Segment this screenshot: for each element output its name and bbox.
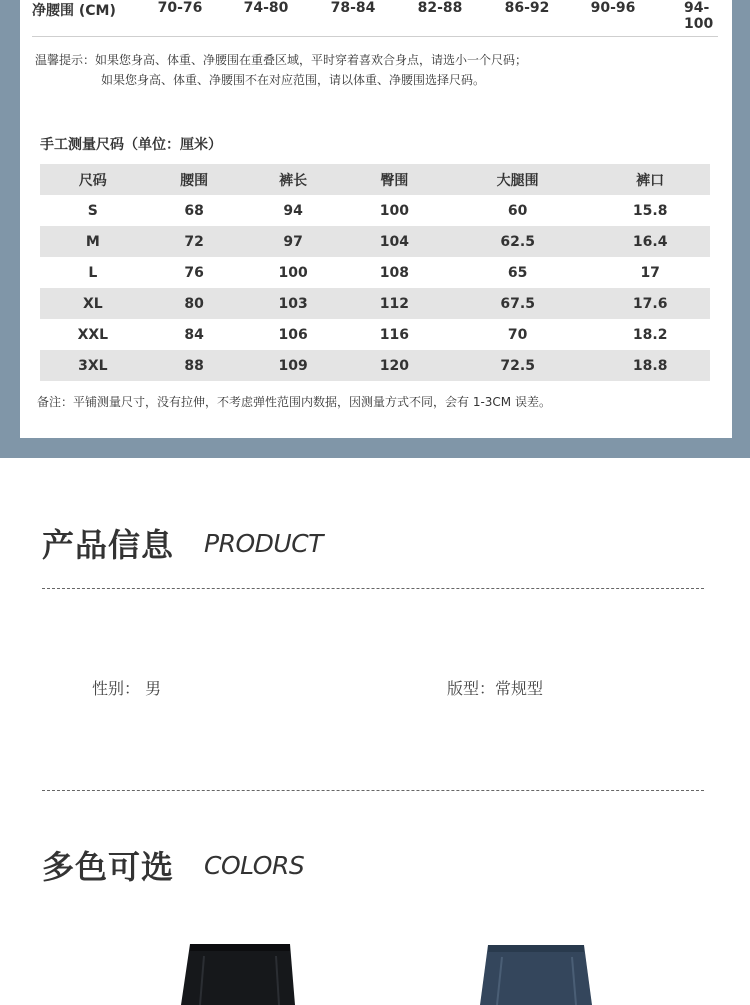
table-cell: 116 [379, 326, 409, 343]
colors-heading [42, 842, 304, 888]
measurement-note: 备注：平铺测量尺寸，没有拉伸，不考虑弹性范围内数据，因测量方式不同，会有 1-3CM 误差。 [37, 395, 551, 409]
gender-attribute: 性别： 男 [92, 679, 162, 698]
divider [32, 36, 718, 37]
sizing-tips [35, 50, 527, 90]
column-header: 臀围 [344, 164, 445, 195]
table-cell: 17.6 [590, 288, 710, 319]
table-cell: 94 [283, 202, 303, 219]
product-info-title: 产品信息 [42, 526, 175, 564]
net-waist-row [32, 0, 732, 32]
table-cell: 88 [146, 350, 243, 381]
table-cell: M [40, 226, 146, 257]
net-waist-value: 70-76 [157, 0, 203, 16]
colors-title: 多色可选 [42, 848, 175, 886]
table-cell: 106 [278, 326, 308, 343]
size-chart-card [20, 0, 732, 438]
black-pants-image [178, 942, 298, 1005]
table-cell: S [87, 202, 98, 219]
colors-subtitle: COLORS [204, 850, 305, 880]
table-cell: 80 [146, 288, 243, 319]
table-cell: 18.2 [632, 326, 668, 343]
net-waist-value: 82-88 [417, 0, 463, 16]
column-header: 尺码 [40, 164, 146, 195]
product-info-heading [42, 520, 323, 566]
table-cell: 120 [344, 350, 445, 381]
table-cell: 100 [278, 264, 308, 281]
table-cell: 18.8 [590, 350, 710, 381]
net-waist-value: 94-100 [684, 0, 714, 32]
size-table [40, 164, 710, 381]
table-cell: 70 [507, 326, 528, 343]
table-cell: 62.5 [445, 226, 590, 257]
table-cell: 17 [640, 264, 660, 281]
table-cell: 72 [146, 226, 243, 257]
table-cell: 60 [507, 202, 528, 219]
table-cell: 97 [243, 226, 344, 257]
table-row [40, 350, 710, 381]
net-waist-value: 78-84 [330, 0, 376, 16]
table-row [40, 226, 710, 257]
net-waist-value: 86-92 [504, 0, 550, 16]
table-cell: 109 [243, 350, 344, 381]
table-cell: 72.5 [445, 350, 590, 381]
table-cell: XXL [77, 326, 109, 343]
table-cell: L [88, 264, 98, 281]
table-cell: 76 [184, 264, 204, 281]
table-cell: 65 [507, 264, 528, 281]
column-header: 裤口 [590, 164, 710, 195]
table-row [40, 195, 710, 226]
column-header: 大腿围 [445, 164, 590, 195]
table-cell: 15.8 [632, 202, 668, 219]
table-row [40, 319, 710, 350]
net-waist-label: 净腰围 (CM) [32, 3, 116, 19]
fit-attribute: 版型：常规型 [447, 679, 544, 698]
table-row [40, 257, 710, 288]
product-info-subtitle: PRODUCT [204, 528, 323, 558]
table-cell: 108 [379, 264, 409, 281]
net-waist-value: 74-80 [243, 0, 289, 16]
column-header: 裤长 [243, 164, 344, 195]
table-cell: 67.5 [445, 288, 590, 319]
net-waist-value: 90-96 [590, 0, 636, 16]
table-cell: 112 [344, 288, 445, 319]
column-header: 腰围 [146, 164, 243, 195]
table-cell: 16.4 [590, 226, 710, 257]
table-header-row [40, 164, 710, 195]
dotted-divider [42, 790, 704, 791]
tip-line: 如果您身高、体重、净腰围不在对应范围，请以体重、净腰围选择尺码。 [101, 73, 486, 87]
table-row [40, 288, 710, 319]
tip-line: 温馨提示：如果您身高、体重、净腰围在重叠区域，平时穿着喜欢合身点，请选小一个尺码； [35, 53, 528, 67]
navy-pants-image [478, 942, 594, 1005]
measurement-title: 手工测量尺码（单位：厘米） [40, 137, 222, 153]
table-cell: 104 [344, 226, 445, 257]
table-cell: 3XL [40, 350, 146, 381]
table-cell: 68 [184, 202, 204, 219]
table-cell: 100 [379, 202, 409, 219]
table-cell: 103 [243, 288, 344, 319]
table-cell: 84 [184, 326, 204, 343]
dotted-divider [42, 588, 704, 589]
table-cell: XL [40, 288, 146, 319]
